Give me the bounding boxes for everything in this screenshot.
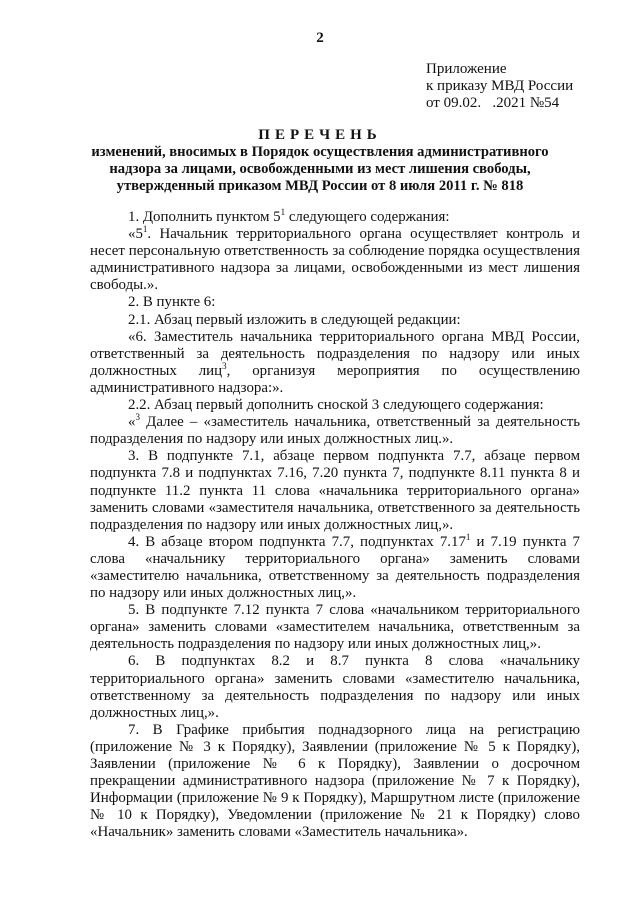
title-line-2: надзора за лицами, освобожденными из мест лишения свободы, [109,161,531,177]
paragraph-5-text-a: «6. Заместитель начальника территориального органа МВД России, ответственный за деятельность подразделения по надзору или иных должностных лиц [90,328,580,379]
appendix-line-2: к приказу МВД России [426,78,574,94]
paragraph-12: 7. В Графике прибытия поднадзорного лица на регистрацию (приложение № 3 к Порядку), Заявлении (приложение № 5 к Порядку), Заявлении (приложение № 6 к Порядку), Заявлении о досрочном прекращении административного надзора (приложение № 7 к Порядку), Информации (приложение № 9 к Порядку), Маршрутном листе (приложение № 10 к Порядку), Уведомлении (приложение № 21 к Порядку) слово «Начальник» заменить словами «Заместитель начальника». [90,721,580,841]
paragraph-4: 2.1. Абзац первый изложить в следующей редакции: [128,311,461,328]
paragraph-10: 5. В подпункте 7.12 пункта 7 слова «начальником территориального органа» заменить словами «заместителем начальника, ответственным за деятельность подразделения по надзору или иных должностных лиц,». [90,602,580,653]
superscript: 1 [280,207,286,218]
superscript: 3 [135,412,140,423]
paragraph-9-text-b: и 7.19 пункта 7 слова «начальнику территориального органа» заменить словами «заместителю начальника, ответственному за деятельность подразделения по надзору или иных должностных лиц,». [90,533,580,602]
paragraph-1-text-a: 1. Дополнить пунктом 5 [128,209,281,225]
paragraph-7 [90,414,580,448]
paragraph-5 [90,329,580,397]
appendix-line-3: от 09.02. .2021 №54 [426,95,560,111]
superscript: 1 [465,531,471,542]
paragraph-1-text-b: следующего содержания: [285,209,450,225]
paragraph-8: 3. В подпункте 7.1, абзаце первом подпункта 7.7, абзаце первом подпункта 7.8 и подпунктах 7.16, 7.20 пункта 7, подпункте 8.11 пункта 8 и подпункте 11.2 пункта 11 слова «начальника территориального органа» заменить словами «заместителя начальника, ответственного за деятельность подразделения по надзору или иных должностных лиц,». [90,448,580,533]
paragraph-2-text-a: «5 [128,226,143,243]
paragraph-11: 6. В подпунктах 8.2 и 8.7 пункта 8 слова «начальнику территориального органа» заменить словами «заместителю начальника, ответственному за деятельность подразделения по надзору или иных должностных лиц,». [90,653,580,721]
paragraph-9-text-a: 4. В абзаце втором подпункта 7.7, подпунктах 7.17 [128,533,466,550]
superscript: 1 [142,224,148,235]
paragraph-7-text-b: Далее – «заместитель начальника, ответственный за деятельность подразделения по надзору или иных должностных лиц.». [90,414,580,448]
document-title [60,127,580,195]
page-number: 2 [316,30,324,46]
paragraph-9 [90,531,580,602]
paragraph-5-text-b: , организуя мероприятия по осуществлению административного надзора:». [90,362,580,396]
paragraph-1 [90,209,580,226]
appendix-line-1: Приложение [426,61,507,77]
paragraph-2-text-b: . Начальник территориального органа осуществляет контроль и несет персональную ответственность за соблюдение порядка осуществления административного надзора за лицами, освобожденными из мест лишения свободы.». [90,226,580,294]
document-body [90,209,580,841]
title-line-1: изменений, вносимых в Порядок осуществления административного [91,144,549,160]
paragraph-6: 2.2. Абзац первый дополнить сноской 3 следующего содержания: [128,397,544,414]
superscript: 3 [222,360,227,371]
paragraph-3: 2. В пункте 6: [128,294,216,311]
appendix-header [426,61,573,112]
paragraph-2 [90,226,580,294]
title-heading: ПЕРЕЧЕНЬ [258,127,382,143]
paragraph-7-text-a: « [128,414,136,431]
title-line-3: утвержденный приказом МВД России от 8 июля 2011 г. № 818 [116,178,524,194]
